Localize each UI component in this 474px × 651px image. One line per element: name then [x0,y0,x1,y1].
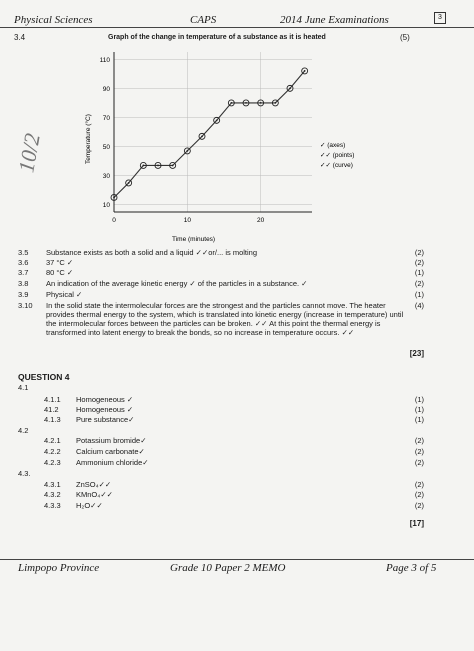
answer-number: 3.8 [18,279,29,288]
section-4-2: 4.2 [18,426,29,435]
item-number: 4.1.1 [44,395,61,404]
data-point-dot [245,102,247,104]
data-point-dot [157,165,159,167]
answer-text: Physical ✓ [46,290,83,299]
y-tick-label: 50 [102,144,110,152]
data-point-dot [128,182,130,184]
data-point-dot [142,165,144,167]
question-4-title: QUESTION 4 [18,372,70,382]
y-tick-label: 30 [102,173,110,181]
item-mark: (1) [414,405,424,414]
data-point-dot [230,102,232,104]
footer-page: Page 3 of 5 [386,562,437,574]
answer-text: An indication of the average kinetic energy ✓ of the particles in a substance. ✓ [46,279,308,288]
item-mark: (2) [414,501,424,510]
item-number: 4.2.3 [44,458,61,467]
answer-mark: (2) [414,279,424,288]
answer-text: 37 °C ✓ [46,258,74,267]
chart-title: Graph of the change in temperature of a substance as it is heated [108,34,326,41]
y-tick-label: 10 [102,202,110,210]
item-text: Homogeneous ✓ [76,405,134,414]
page-number-box: 3 [434,12,446,24]
data-point-dot [172,165,174,167]
answer-mark: (4) [414,301,424,310]
answer-number: 3.6 [18,258,29,267]
item-text: Pure substance✓ [76,415,135,424]
legend-curve: ✓✓ (curve) [320,162,353,169]
footer-province: Limpopo Province [18,562,100,574]
data-point-dot [186,150,188,152]
subject-header: Physical Sciences [14,14,93,26]
answer-number: 3.9 [18,290,29,299]
data-point-dot [216,119,218,121]
y-tick-label: 110 [99,56,110,64]
item-mark: (2) [414,490,424,499]
item-number: 4.1.3 [44,415,61,424]
y-tick-label: 90 [102,85,110,93]
section-4-3: 4.3. [18,469,31,478]
data-point-dot [304,70,306,72]
data-point-dot [274,102,276,104]
item-number: 4.3.3 [44,501,61,510]
item-text: KMnO₄✓✓ [76,490,113,499]
answer-mark: (2) [414,258,424,267]
caps-header: CAPS [190,14,217,26]
answer-number: 3.7 [18,268,29,277]
item-mark: (2) [414,447,424,456]
answer-number: 3.5 [18,248,29,257]
question-3-total: [23] [409,349,424,358]
x-tick-label: 20 [257,217,265,224]
item-mark: (2) [414,458,424,467]
data-point-dot [260,102,262,104]
data-point-dot [289,87,291,89]
y-tick-label: 70 [102,114,110,122]
question-3-4-marks: (5) [400,33,410,42]
answer-mark: (1) [414,290,424,299]
answer-mark: (2) [414,248,424,257]
question-4-total: [17] [409,519,424,528]
exam-header: 2014 June Examinations [280,14,389,26]
item-number: 41.2 [44,405,59,414]
item-mark: (2) [414,480,424,489]
item-number: 4.3.1 [44,480,61,489]
answer-mark: (1) [414,268,424,277]
item-text: Calcium carbonate✓ [76,447,145,456]
answer-text: In the solid state the intermolecular forces are the strongest and the particles cannot move. The heater provides thermal energy to the system, which is translated into kinetic energy (increase in temperature) until the intermolecular forces between the particles can be broken. ✓✓ At this point the thermal energy is transformed into latent energy to break the bonds, so no increase in temperature occurs. ✓✓ [46,301,404,337]
temperature-chart [80,44,380,249]
legend-axes: ✓ (axes) [320,142,346,149]
footer-rule [0,559,474,560]
footer-paper: Grade 10 Paper 2 MEMO [170,562,286,574]
answer-text: 80 °C ✓ [46,268,74,277]
answer-text: Substance exists as both a solid and a liquid ✓✓or/... is molting [46,248,258,257]
item-text: H₂O✓✓ [76,501,103,510]
data-point-dot [201,135,203,137]
item-text: Potassium bromide✓ [76,436,147,445]
item-text: Ammonium chloride✓ [76,458,149,467]
x-tick-label: 0 [112,217,116,224]
item-mark: (1) [414,415,424,424]
data-point-dot [113,197,115,199]
x-axis-label: Time (minutes) [172,236,216,243]
x-tick-label: 10 [183,217,191,224]
item-mark: (1) [414,395,424,404]
question-number-3-4: 3.4 [14,33,26,42]
item-number: 4.2.1 [44,436,61,445]
item-number: 4.3.2 [44,490,61,499]
legend-points: ✓✓ (points) [320,152,355,159]
item-text: ZnSO₄✓✓ [76,480,112,489]
section-4-1: 4.1 [18,383,29,392]
item-text: Homogeneous ✓ [76,395,134,404]
header-rule [0,27,474,28]
series-line [114,71,305,198]
item-mark: (2) [414,436,424,445]
answer-number: 3.10 [18,301,33,310]
item-number: 4.2.2 [44,447,61,456]
handwritten-mark: 10/2 [13,131,45,175]
y-axis-label: Temperature (°C) [85,114,92,164]
